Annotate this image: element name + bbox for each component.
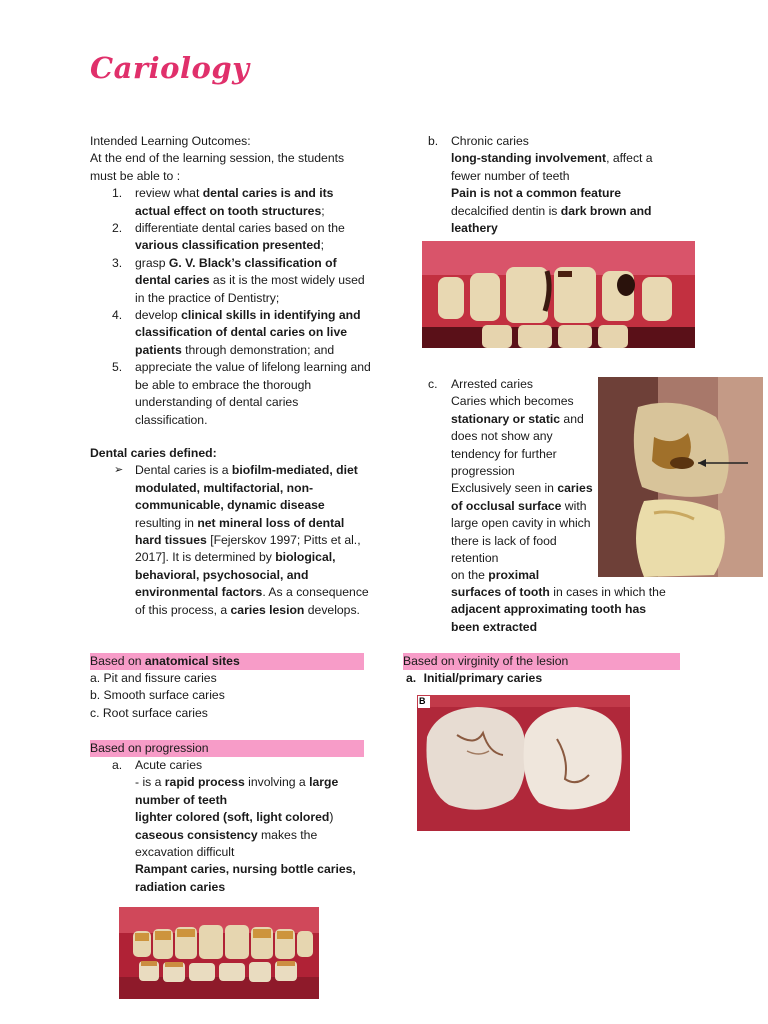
outcome-bold: dental caries is and its actual effect on tooth structures <box>135 186 334 218</box>
outcome-item <box>90 255 372 307</box>
page-title: Cariology <box>90 51 250 85</box>
photo-label: B <box>419 696 426 706</box>
item-marker: a. <box>112 758 123 772</box>
item-marker: a. <box>406 671 417 685</box>
outcome-text: ; <box>321 203 325 218</box>
acute-caries-item <box>90 757 360 896</box>
outcome-text: develop <box>135 308 182 323</box>
initial-caries-title: Initial/primary caries <box>423 671 543 685</box>
outcome-text: through demonstration; and <box>181 342 335 357</box>
outcome-text: review what <box>135 186 203 201</box>
outcome-item <box>90 359 372 429</box>
anatomical-sites-list <box>90 670 372 722</box>
chronic-desc: long-standing involvement, affect a fewer number of teeth <box>451 151 653 183</box>
outcome-item <box>90 185 372 220</box>
arrested-caries-continued <box>451 584 676 636</box>
chronic-caries-section <box>406 133 668 237</box>
outcome-bold: clinical skills in identifying and classification of dental caries on live patients <box>135 308 361 357</box>
outcome-text: as it is the most widely used in the practice of Dentistry; <box>135 273 365 305</box>
progression-heading: Based on progression <box>90 740 364 757</box>
arrested-title: Arrested caries <box>451 377 533 391</box>
definition-heading: Dental caries defined: <box>90 446 217 460</box>
outcome-bold: G. V. Black’s classification of dental caries <box>135 255 337 288</box>
chronic-title: Chronic caries <box>451 134 529 148</box>
outcome-text: appreciate the value of lifelong learning and be able to embrace the thorough understanding of dental caries classification. <box>135 360 371 427</box>
learning-outcomes-section <box>90 133 372 429</box>
outcome-text: differentiate dental caries based on the <box>135 221 345 236</box>
ilo-intro: At the end of the learning session, the students must be able to : <box>90 151 345 183</box>
outcome-bold: various classification presented <box>135 238 321 253</box>
outcome-number: 4. <box>112 308 123 323</box>
initial-caries-photo <box>417 695 630 831</box>
acute-desc: - is a rapid process involving a large number of teeth <box>135 775 339 807</box>
acute-title: Acute caries <box>135 758 203 772</box>
arrested-caries-section <box>406 376 601 585</box>
caries-definition-section <box>90 445 372 619</box>
acute-color: lighter colored (soft, light colored) <box>135 810 334 825</box>
initial-caries-heading <box>406 670 668 687</box>
arrow-bullet-icon: ➢ <box>114 464 124 477</box>
arrested-adjacent: adjacent approximating tooth has been extracted <box>451 602 647 634</box>
outcome-number: 3. <box>112 255 123 270</box>
arrested-occlusal: Exclusively seen in caries of occlusal surface with large open cavity in which there is lack of food retention <box>451 481 593 566</box>
outcome-number: 1. <box>112 186 123 201</box>
list-item: a. Pit and fissure caries <box>90 671 217 685</box>
arrested-caries-photo <box>598 377 763 577</box>
acute-caries-photo <box>119 907 319 999</box>
acute-caries-section <box>90 757 360 896</box>
outcome-item <box>90 220 372 255</box>
arrested-proximal: on the proximal <box>451 568 540 583</box>
arrested-caries-item <box>406 376 601 585</box>
outcome-number: 2. <box>112 221 123 236</box>
chronic-caries-item <box>406 133 668 237</box>
anatomical-sites-heading: Based on anatomical sites <box>90 653 364 670</box>
chronic-pain: Pain is not a common feature <box>451 186 621 201</box>
arrested-surfaces: surfaces of tooth in cases in which the <box>451 585 666 599</box>
arrested-desc: Caries which becomes stationary or static and does not show any tendency for further progression <box>451 394 584 479</box>
list-item: b. Smooth surface caries <box>90 688 225 703</box>
list-item: c. Root surface caries <box>90 705 208 720</box>
outcome-item <box>90 307 372 359</box>
outcome-number: 5. <box>112 360 123 375</box>
item-marker: b. <box>428 134 439 148</box>
virginity-heading: Based on virginity of the lesion <box>403 653 680 670</box>
acute-examples: Rampant caries, nursing bottle caries, radiation caries <box>135 862 356 894</box>
chronic-dentin: decalcified dentin is dark brown and leathery <box>451 203 652 236</box>
ilo-heading: Intended Learning Outcomes: <box>90 134 251 148</box>
acute-consistency: caseous consistency makes the excavation difficult <box>135 827 318 860</box>
outcome-text: ; <box>320 238 324 253</box>
definition-item: ➢ Dental caries is a biofilm-mediated, diet modulated, multifactorial, non-communicable, dynamic disease resulting in net mineral loss of dental hard tissues [Fejerskov 1997; Pitts et al., 2017]. It is determined by biological, behavioral, psychosocial, and environmental factors. As a consequence of this process, a caries lesion develops. <box>114 463 369 617</box>
item-marker: c. <box>428 377 438 391</box>
outcome-text: grasp <box>135 255 169 270</box>
chronic-caries-photo <box>422 241 695 348</box>
